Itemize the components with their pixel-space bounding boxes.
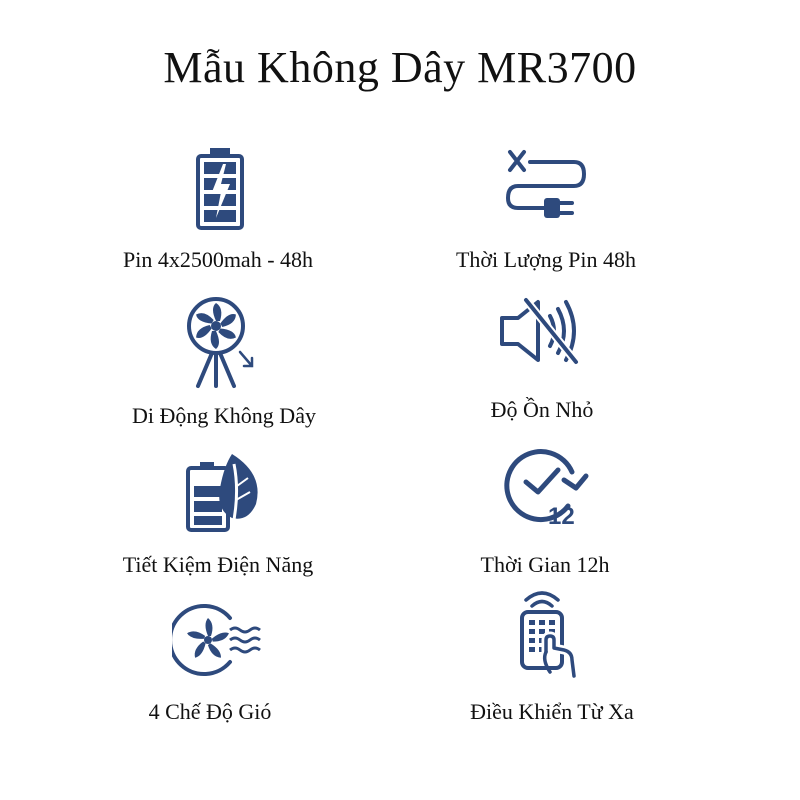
feature-label: Di Động Không Dây <box>132 403 316 428</box>
standing-fan-icon <box>180 294 260 390</box>
eco-battery-leaf-icon <box>182 452 264 534</box>
svg-text:12: 12 <box>548 503 575 530</box>
feature-label: 4 Chế Độ Gió <box>148 699 272 724</box>
feature-label: Thời Lượng Pin 48h <box>455 247 637 272</box>
battery-charging-icon <box>192 146 248 232</box>
feature-label: Độ Ồn Nhỏ <box>490 397 594 422</box>
page-title: Mẫu Không Dây MR3700 <box>163 43 637 92</box>
feature-label: Điều Khiển Từ Xa <box>470 699 634 724</box>
remote-control-icon <box>516 588 586 680</box>
fan-wind-icon <box>172 600 268 680</box>
feature-label: Pin 4x2500mah - 48h <box>122 247 314 272</box>
feature-label: Thời Gian 12h <box>480 552 610 577</box>
cordless-plug-icon <box>498 146 588 226</box>
muted-speaker-icon <box>496 296 588 366</box>
feature-label: Tiết Kiệm Điện Năng <box>122 552 314 577</box>
timer-12-icon <box>496 446 592 530</box>
